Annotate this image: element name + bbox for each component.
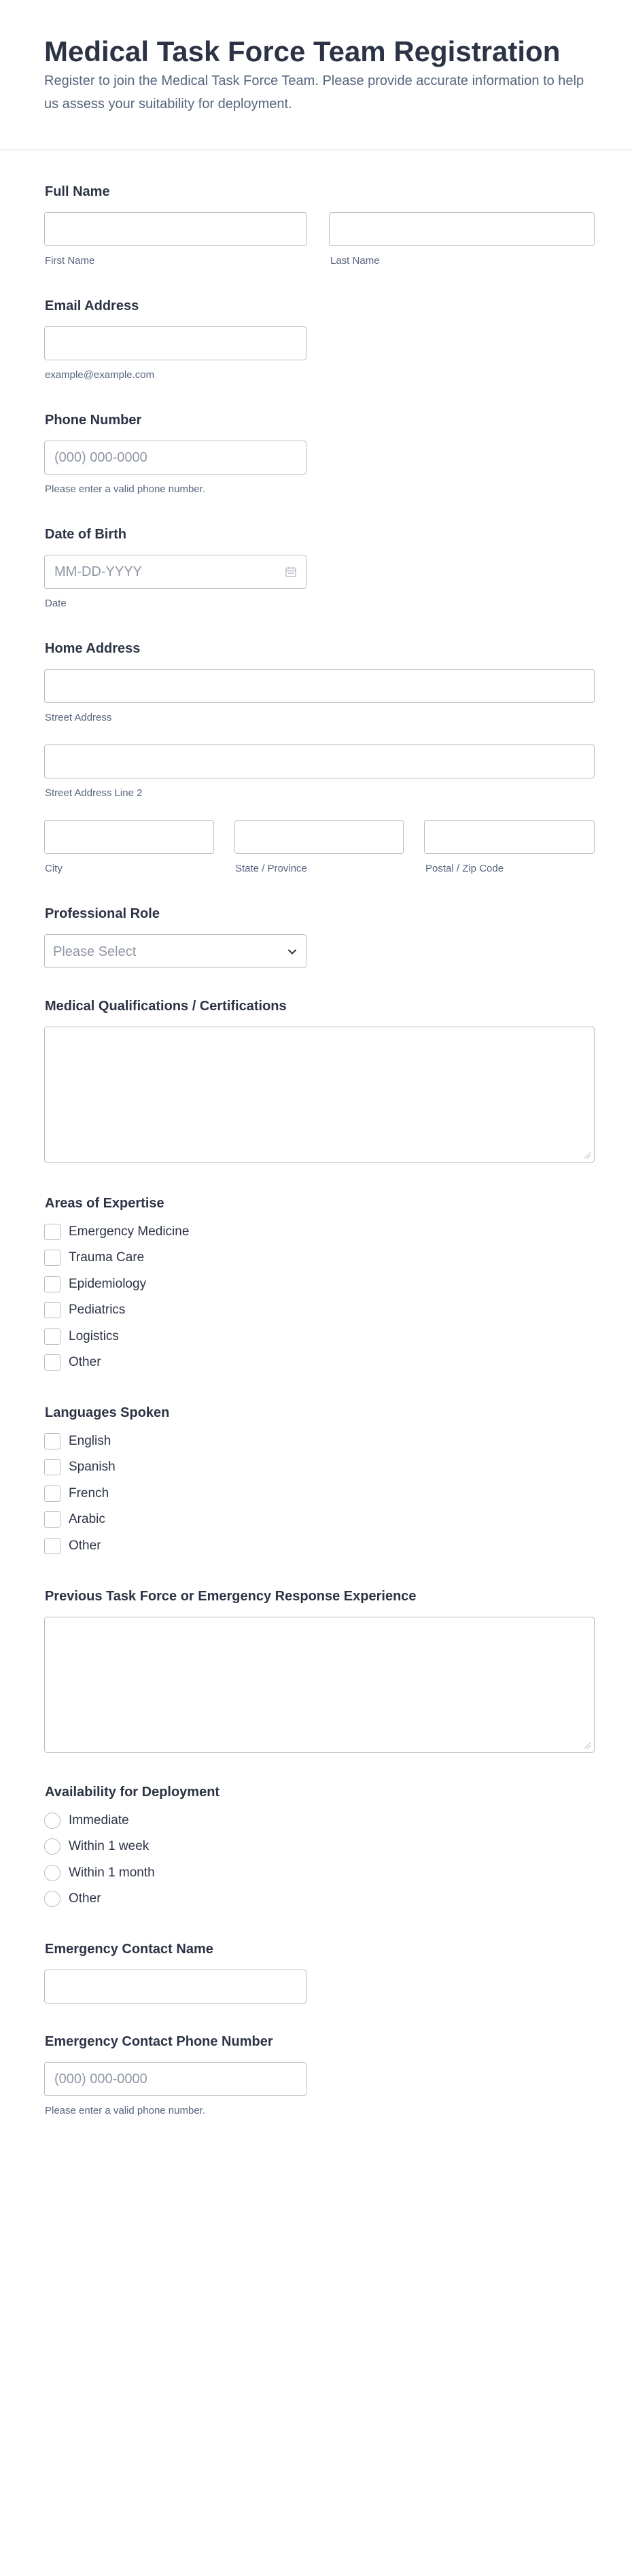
city-sublabel: City [45,863,63,874]
last-name-input[interactable] [329,212,595,246]
calendar-icon[interactable] [285,566,297,578]
emergency-name-label: Emergency Contact Name [45,1942,213,1957]
role-label: Professional Role [45,906,160,921]
street-address-line2-sublabel: Street Address Line 2 [45,787,143,799]
phone-sublabel: Please enter a valid phone number. [45,483,205,495]
checkbox[interactable] [44,1433,60,1449]
checkbox[interactable] [44,1459,60,1475]
checkbox[interactable] [44,1354,60,1371]
form-title: Medical Task Force Team Registration [44,35,561,67]
emergency-phone-sublabel: Please enter a valid phone number. [45,2105,205,2116]
availability-option-label: Other [69,1891,101,1906]
emergency-phone-input[interactable] [44,2062,306,2096]
availability-label: Availability for Deployment [45,1785,220,1800]
checkbox[interactable] [44,1302,60,1318]
email-sublabel: example@example.com [45,369,155,381]
state-sublabel: State / Province [235,863,307,874]
zip-sublabel: Postal / Zip Code [425,863,504,874]
email-input[interactable] [44,326,306,360]
form-description: Register to join the Medical Task Force Team. Please provide accurate information to help us assess your suitability for deployment. [44,73,584,111]
email-label: Email Address [45,298,139,313]
street-address-input[interactable] [44,669,595,703]
checkbox[interactable] [44,1328,60,1345]
dob-label: Date of Birth [45,527,126,542]
language-option-label: Other [69,1539,101,1553]
emergency-phone-label: Emergency Contact Phone Number [45,2034,273,2049]
languages-label: Languages Spoken [45,1405,170,1420]
expertise-option-label: Epidemiology [69,1277,147,1291]
radio-button[interactable] [44,1838,60,1855]
radio-button[interactable] [44,1891,60,1907]
language-option-label: French [69,1486,109,1500]
expertise-option-label: Trauma Care [69,1250,145,1265]
experience-label: Previous Task Force or Emergency Response Experience [45,1589,417,1604]
state-input[interactable] [234,820,404,854]
checkbox[interactable] [44,1250,60,1266]
first-name-input[interactable] [44,212,307,246]
availability-option-label: Within 1 week [69,1839,150,1853]
experience-textarea[interactable] [44,1617,595,1753]
qualifications-label: Medical Qualifications / Certifications [45,999,287,1014]
checkbox[interactable] [44,1511,60,1528]
last-name-sublabel: Last Name [330,255,380,267]
street-address-line2-input[interactable] [44,744,595,778]
expertise-option-label: Emergency Medicine [69,1224,190,1239]
resize-grip-icon[interactable] [583,1151,591,1159]
availability-option-label: Immediate [69,1813,129,1827]
expertise-option-label: Logistics [69,1329,119,1343]
role-select-placeholder: Please Select [53,944,137,959]
expertise-label: Areas of Expertise [45,1196,164,1211]
emergency-name-input[interactable] [44,1970,306,2004]
radio-button[interactable] [44,1865,60,1881]
full-name-label: Full Name [45,184,110,199]
resize-grip-icon[interactable] [583,1741,591,1749]
language-option-label: Spanish [69,1460,116,1474]
first-name-sublabel: First Name [45,255,95,267]
language-option-label: Arabic [69,1512,105,1526]
checkbox[interactable] [44,1486,60,1502]
availability-option-label: Within 1 month [69,1866,155,1880]
phone-label: Phone Number [45,413,142,428]
dob-sublabel: Date [45,598,67,609]
checkbox[interactable] [44,1276,60,1292]
checkbox[interactable] [44,1224,60,1240]
city-input[interactable] [44,820,214,854]
form-header [0,0,632,150]
role-select[interactable] [44,934,306,968]
language-option-label: English [69,1434,111,1448]
zip-input[interactable] [424,820,595,854]
street-address-sublabel: Street Address [45,712,112,723]
address-label: Home Address [45,641,141,656]
expertise-option-label: Pediatrics [69,1303,126,1317]
expertise-option-label: Other [69,1355,101,1369]
radio-button[interactable] [44,1813,60,1829]
qualifications-textarea[interactable] [44,1027,595,1163]
chevron-down-icon [287,946,298,957]
checkbox[interactable] [44,1538,60,1554]
dob-input[interactable] [44,555,306,589]
phone-input[interactable] [44,441,306,475]
